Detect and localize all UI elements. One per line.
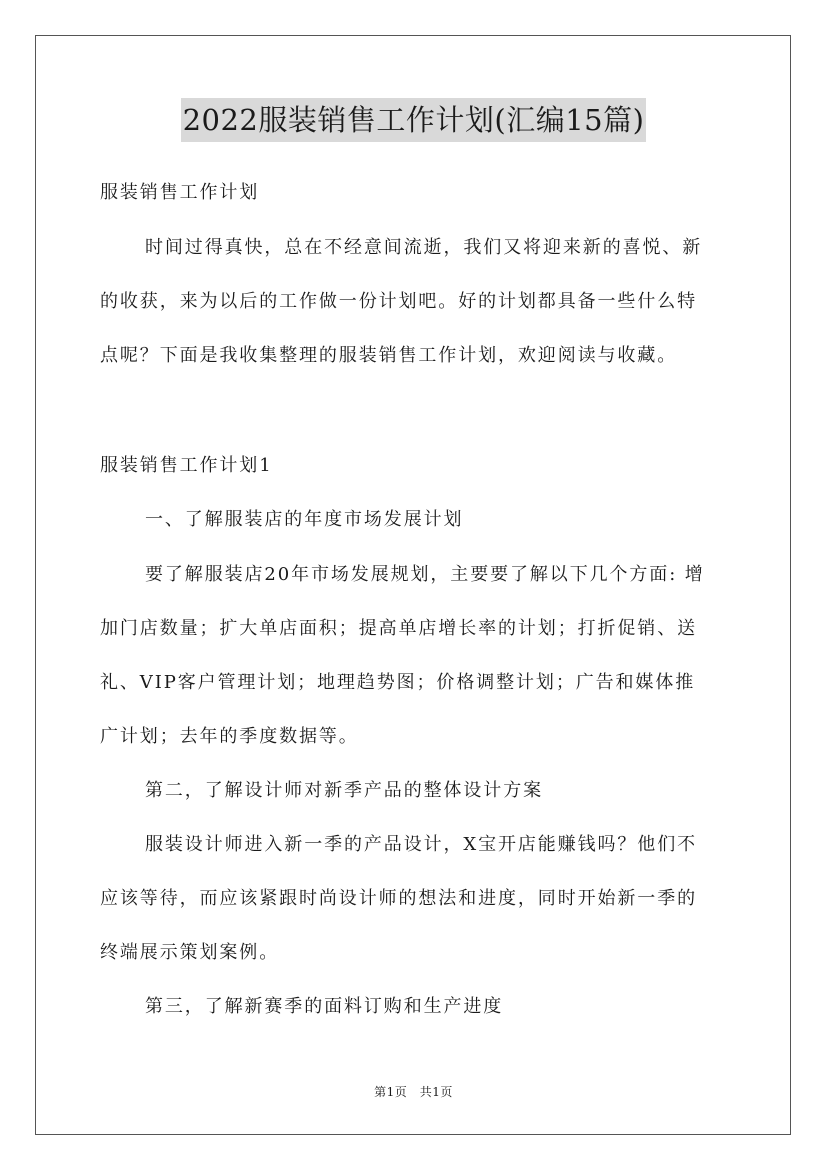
item1-line-1: 要了解服装店20年市场发展规划，主要要了解以下几个方面: 增 — [145, 564, 705, 585]
intro-line-3: 点呢？下面是我收集整理的服装销售工作计划，欢迎阅读与收藏。 — [100, 345, 678, 366]
page-footer: 第1页 共1页 — [374, 1085, 453, 1099]
item1-line-3: 礼、VIP客户管理计划；地理趋势图；价格调整计划；广告和媒体推 — [100, 672, 696, 693]
item2-heading: 第二，了解设计师对新季产品的整体设计方案 — [145, 780, 543, 801]
item1-line-4: 广计划；去年的季度数据等。 — [100, 726, 359, 747]
intro-line-2: 的收获，来为以后的工作做一份计划吧。好的计划都具备一些什么特 — [100, 291, 697, 312]
item1-line-2: 加门店数量；扩大单店面积；提高单店增长率的计划；打折促销、送 — [100, 618, 697, 639]
intro-line-1: 时间过得真快，总在不经意间流逝，我们又将迎来新的喜悦、新 — [145, 237, 703, 258]
section-heading: 服装销售工作计划 — [100, 182, 260, 203]
document-title: 2022服装销售工作计划(汇编15篇) — [181, 98, 647, 142]
plan1-heading: 服装销售工作计划1 — [100, 455, 273, 476]
item1-heading: 一、了解服装店的年度市场发展计划 — [145, 509, 464, 530]
title-container — [0, 98, 827, 142]
item2-line-2: 应该等待，而应该紧跟时尚设计师的想法和进度，同时开始新一季的 — [100, 888, 697, 909]
item3-heading: 第三，了解新赛季的面料订购和生产进度 — [145, 996, 504, 1017]
item2-line-3: 终端展示策划案例。 — [100, 942, 280, 963]
item2-line-1: 服装设计师进入新一季的产品设计，X宝开店能赚钱吗？他们不 — [145, 834, 698, 855]
